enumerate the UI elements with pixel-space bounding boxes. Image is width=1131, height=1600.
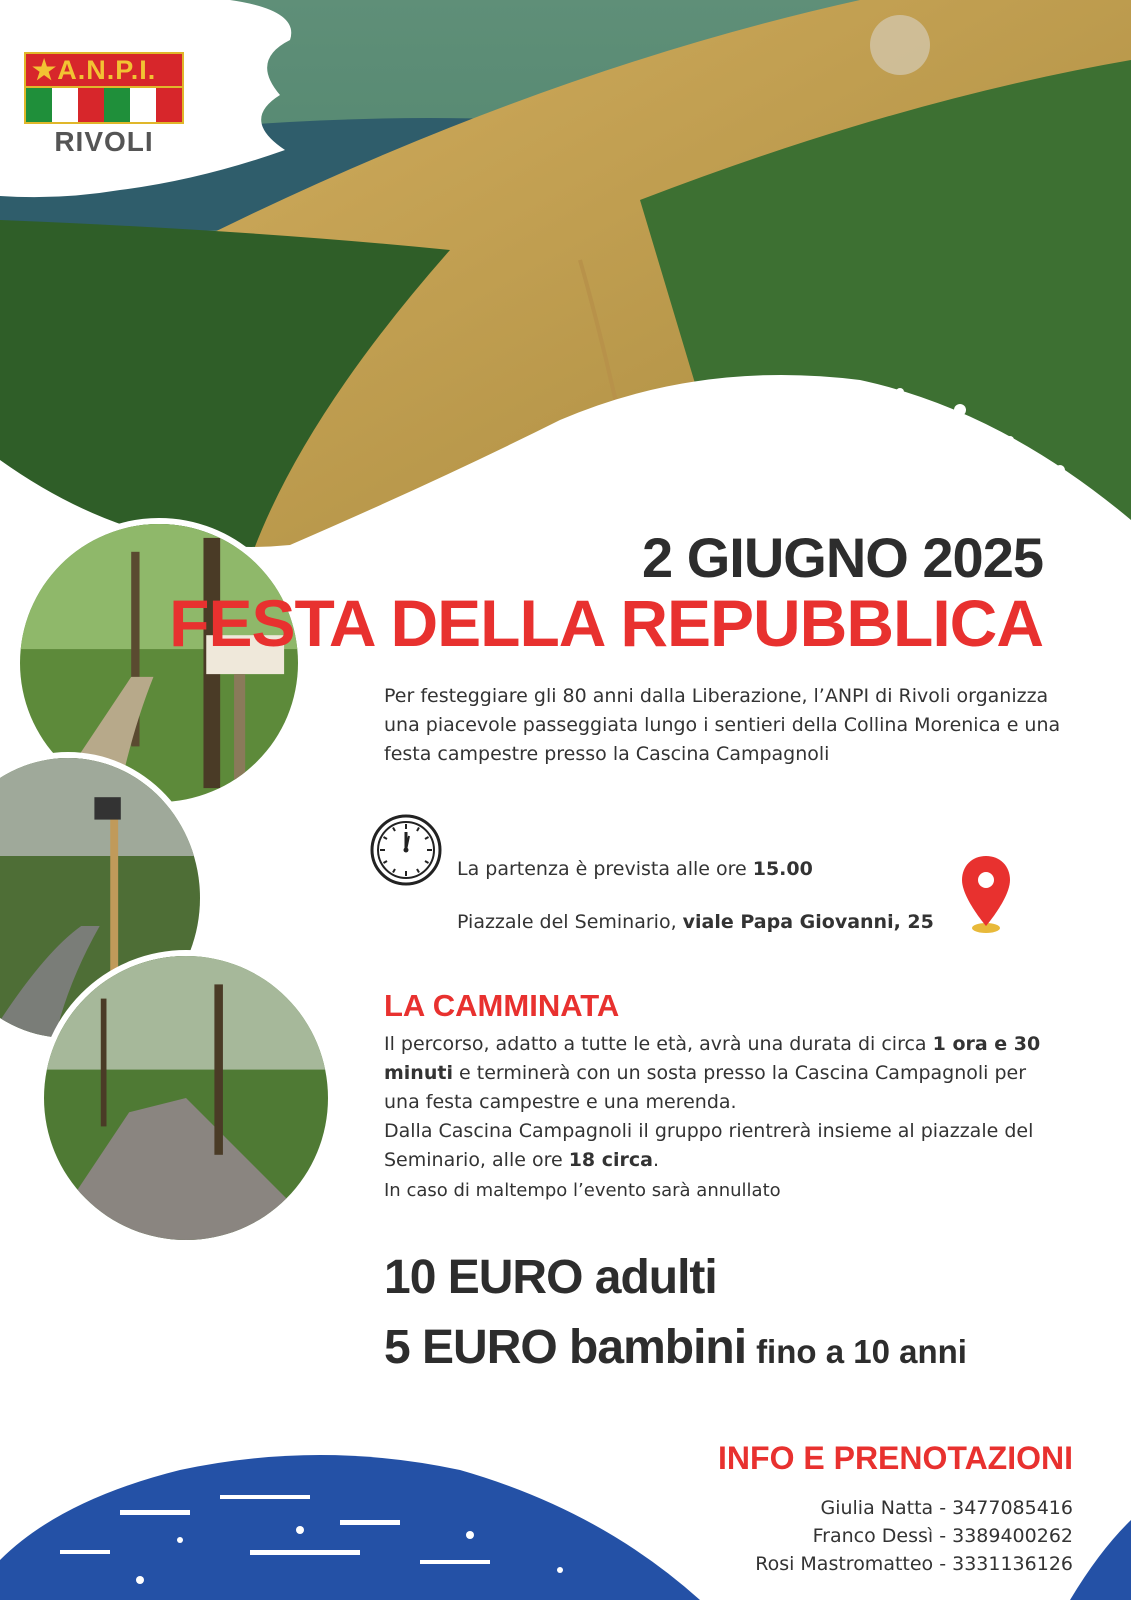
weather-note: In caso di maltempo l’evento sarà annullato (384, 1180, 781, 1201)
place-address: viale Papa Giovanni, 25 (682, 911, 934, 933)
walk-p2-a: Dalla Cascina Campagnoli il gruppo rientrerà insieme al piazzale del Seminario, alle ore (384, 1120, 1034, 1171)
gravel-road-photo (38, 950, 334, 1246)
map-pin-icon (958, 852, 1014, 936)
walk-return-time: 18 circa (568, 1149, 653, 1171)
walk-duration: 1 ora e 30 minuti (384, 1033, 1041, 1084)
walk-section-title: LA CAMMINATA (384, 988, 620, 1023)
start-text: La partenza è prevista alle ore (457, 858, 747, 880)
price-children: 5 EURO bambini (384, 1321, 747, 1374)
clock-icon (368, 812, 444, 888)
start-time: 15.00 (752, 858, 813, 880)
logo-city: RIVOLI (54, 126, 154, 157)
walk-p1-a: Il percorso, adatto a tutte le età, avrà una durata di circa (384, 1033, 927, 1055)
meeting-place-line (457, 911, 934, 933)
italian-flag (24, 88, 184, 124)
event-date: 2 GIUGNO 2025 (642, 526, 1043, 589)
place-text: Piazzale del Seminario, (457, 911, 677, 933)
contact-item: Giulia Natta - 3477085416 (820, 1497, 1073, 1519)
contact-item: Franco Dessì - 3389400262 (812, 1525, 1073, 1547)
logo-org-name: ★A.N.P.I. (24, 52, 184, 88)
walk-p2-b: . (653, 1149, 660, 1171)
price-children-note: fino a 10 anni (756, 1333, 967, 1370)
walk-p1-b: e terminerà con un sosta presso la Cascina Campagnoli per una festa campestre e una merenda. (384, 1062, 1027, 1113)
start-time-line (457, 858, 813, 880)
price-children-line (384, 1320, 967, 1375)
info-title: INFO E PRENOTAZIONI (718, 1440, 1073, 1476)
walk-description (384, 1030, 1064, 1175)
event-title: FESTA DELLA REPUBBLICA (169, 586, 1043, 660)
contact-list (755, 1494, 1073, 1578)
event-intro: Per festeggiare gli 80 anni dalla Liberazione, l’ANPI di Rivoli organizza una piacevole passeggiata lungo i sentieri della Collina Morenica e una festa campestre presso la Cascina Campagnoli (384, 685, 1061, 765)
price-adults: 10 EURO adulti (384, 1251, 717, 1304)
contact-item: Rosi Mastromatteo - 3331136126 (755, 1553, 1073, 1575)
anpi-logo (24, 52, 184, 158)
